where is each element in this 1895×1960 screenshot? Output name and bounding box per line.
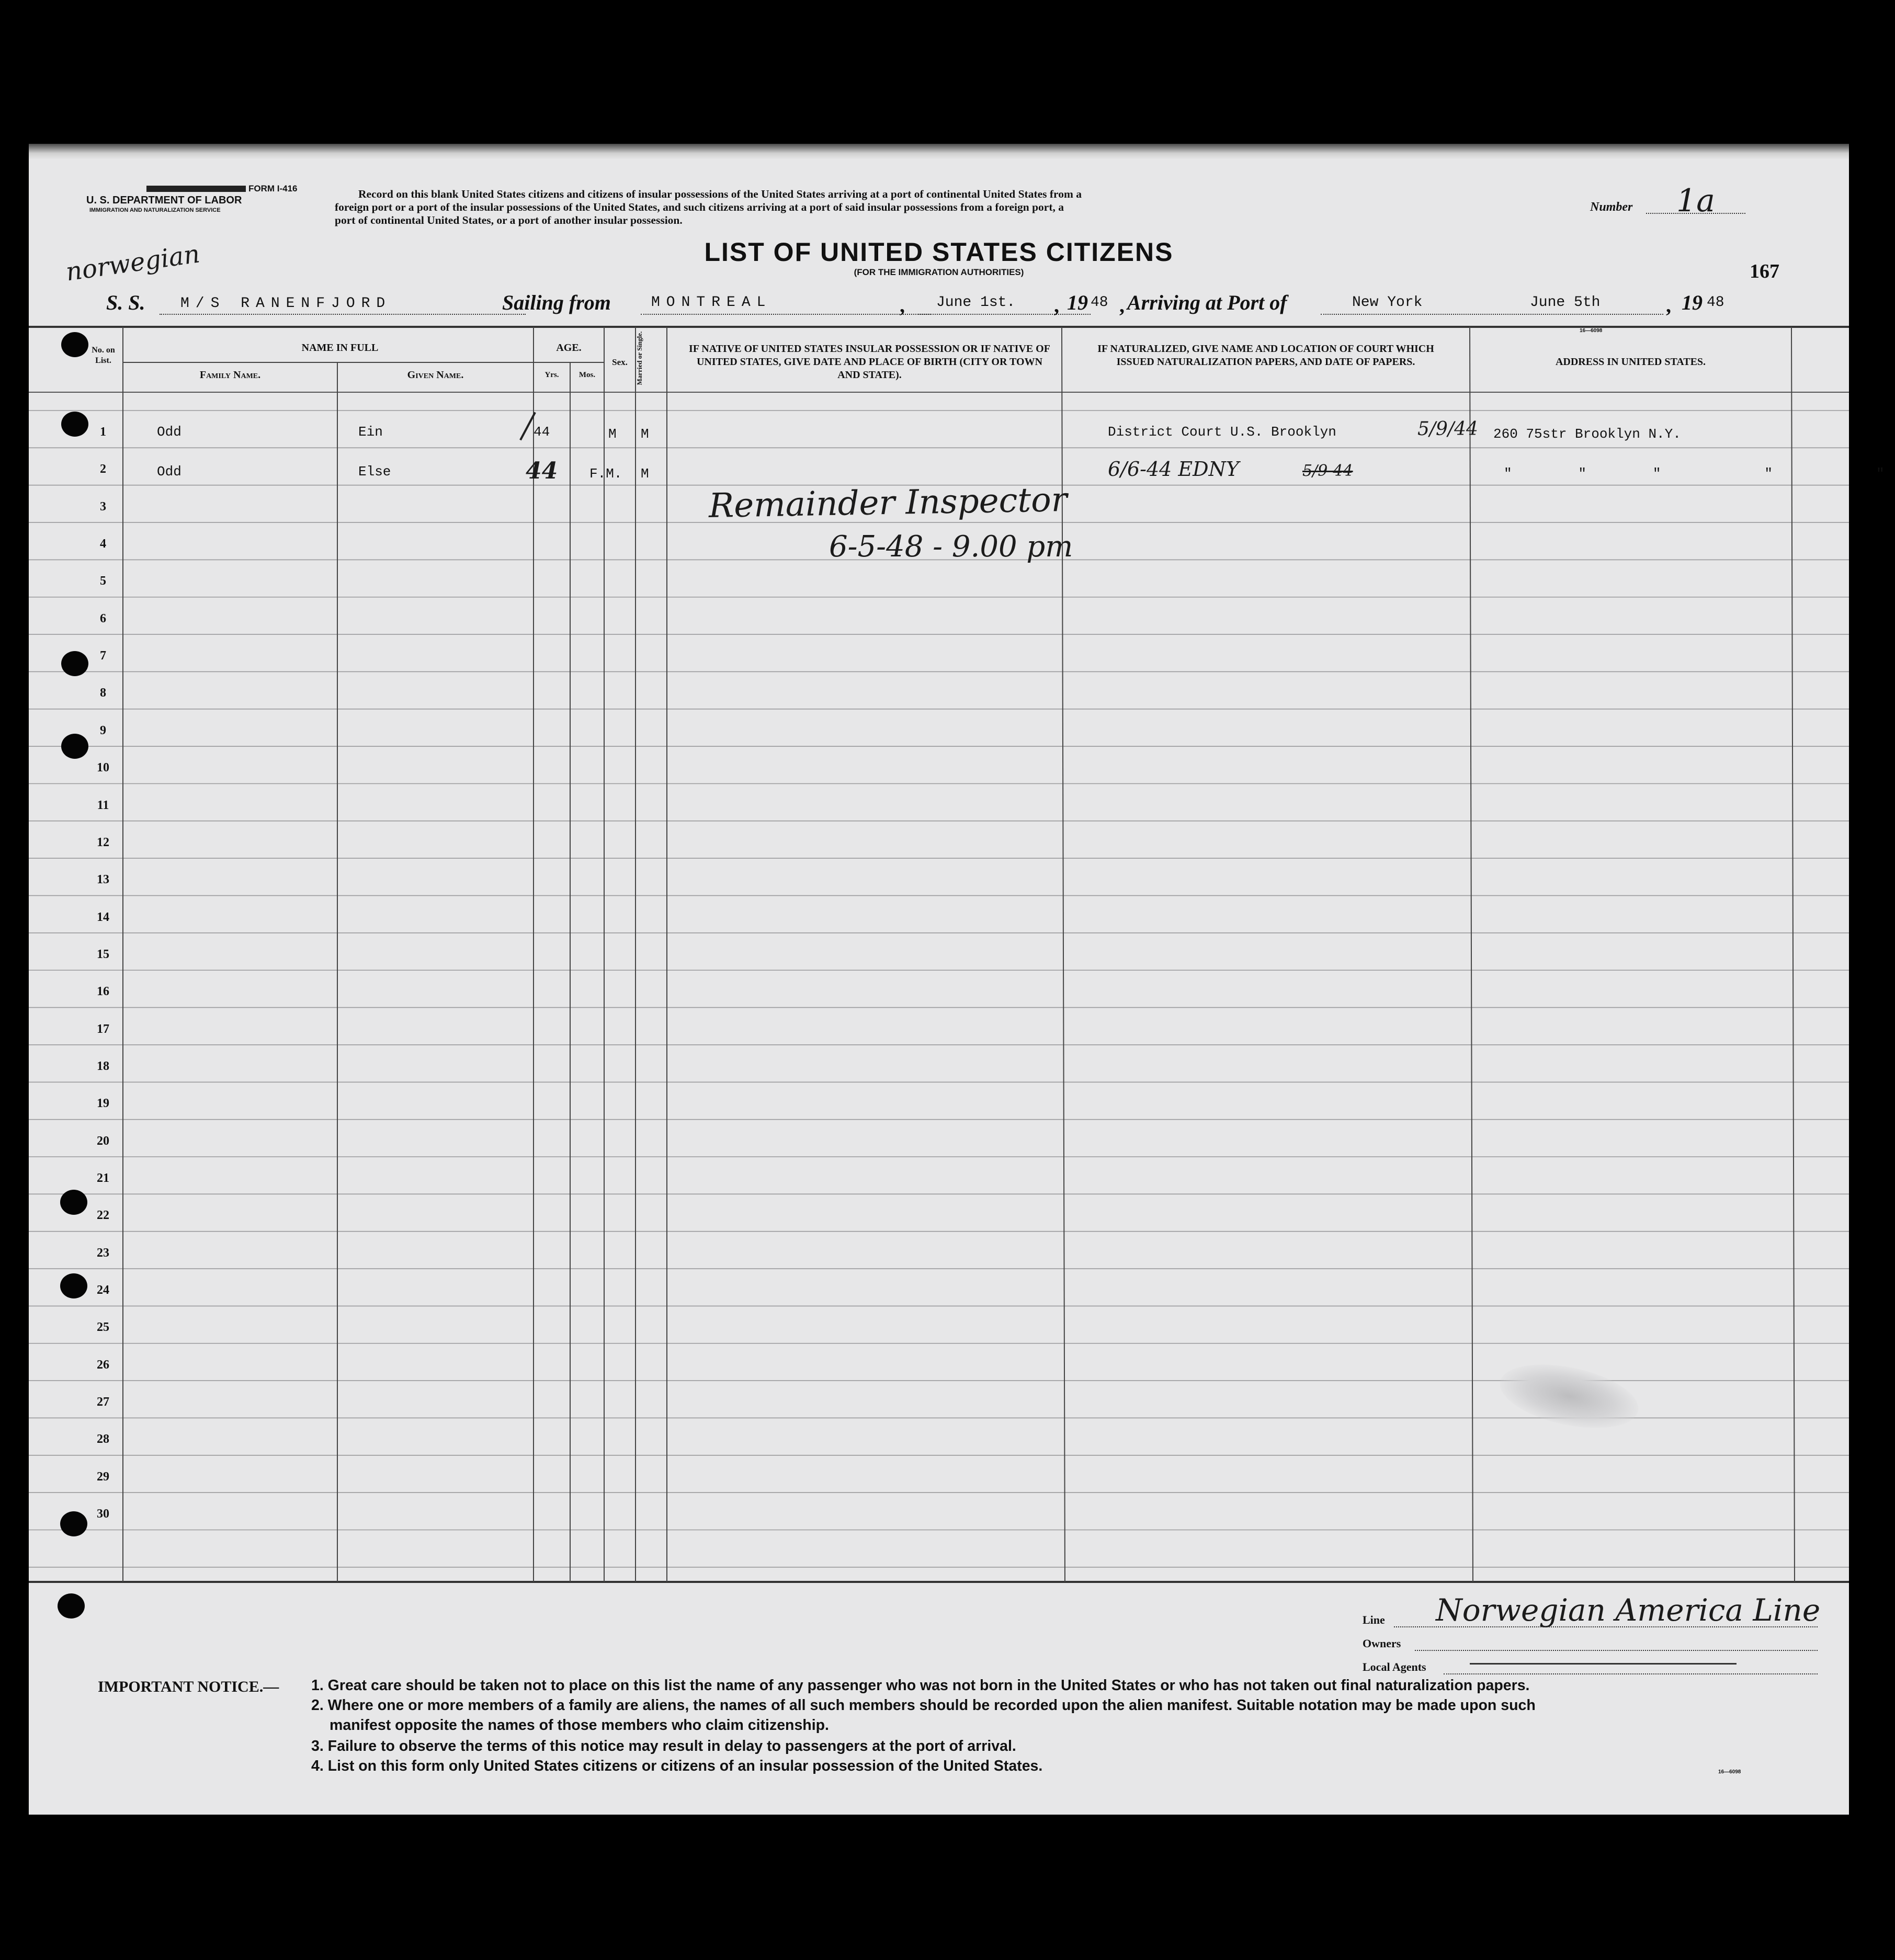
entry-1-family: Odd bbox=[157, 424, 181, 440]
entry-1-given: Ein bbox=[358, 424, 383, 440]
print-code: 16—6098 bbox=[1580, 328, 1603, 334]
entry-1-nat-date: 5/9/44 bbox=[1417, 418, 1478, 440]
row-number: 2 bbox=[100, 462, 106, 476]
entry-2-sex: F.M. bbox=[589, 466, 622, 482]
arrival-year-prefix: 19 bbox=[1682, 291, 1703, 314]
punch-hole bbox=[61, 412, 88, 437]
entry-2-nat-date-struck: 5/9-44 bbox=[1302, 462, 1353, 480]
header-married: Married or Single. bbox=[636, 331, 643, 385]
arrival-date: June 5th bbox=[1530, 294, 1601, 311]
comma-2: , bbox=[1054, 293, 1059, 317]
punch-hole bbox=[60, 1511, 87, 1536]
sail-date: June 1st. bbox=[936, 294, 1016, 311]
owners-underline bbox=[1415, 1650, 1818, 1651]
manifest-sheet bbox=[29, 144, 1895, 1815]
annotation-inspector: Remainder Inspector bbox=[708, 481, 1068, 526]
row-number: 23 bbox=[97, 1246, 109, 1260]
header-mos: Mos. bbox=[578, 371, 596, 379]
header-naturalized: IF NATURALIZED, GIVE NAME AND LOCATION OF COURT WHICH ISSUED NATURALIZATION PAPERS, AND DATE OF PAPERS. bbox=[1097, 343, 1434, 368]
agents-underline bbox=[1444, 1673, 1818, 1674]
department-name: U. S. DEPARTMENT OF LABOR bbox=[86, 195, 242, 206]
sailing-label: Sailing from bbox=[502, 291, 611, 314]
line-label: Line bbox=[1363, 1613, 1385, 1626]
row-number: 25 bbox=[97, 1320, 109, 1335]
row-number: 13 bbox=[97, 873, 109, 887]
column-rule bbox=[1470, 327, 1473, 1582]
notice-item-4: 4. List on this form only United States citizens or citizens of an insular possession of the United States. bbox=[311, 1758, 1043, 1774]
comma-1: , bbox=[900, 293, 905, 317]
row-number: 4 bbox=[100, 537, 106, 551]
row-number: 14 bbox=[97, 910, 109, 924]
row-number: 6 bbox=[100, 611, 106, 625]
row-number: 15 bbox=[97, 947, 109, 961]
entry-1-address: 260 75str Brooklyn N.Y. bbox=[1493, 426, 1681, 442]
header-address: ADDRESS IN UNITED STATES. bbox=[1555, 356, 1706, 368]
column-rule bbox=[1791, 327, 1795, 1582]
agents-pen-stroke bbox=[1470, 1663, 1737, 1665]
notice-item-2a: 2. Where one or more members of a family are aliens, the names of all such members should be recorded upon the alien manifest. Suitable notation may be made upon such bbox=[311, 1697, 1536, 1714]
instructions-line-2: foreign port or a port of the insular possessions of the United States, and such citizens arriving at a port of said insular possessions from a foreign port, a bbox=[335, 201, 1064, 213]
punch-hole bbox=[61, 734, 88, 759]
header-no-on-list: No. on List. bbox=[92, 346, 115, 365]
annotation-datetime: 6-5-48 - 9.00 pm bbox=[829, 530, 1073, 564]
punch-hole bbox=[61, 332, 88, 357]
row-number: 11 bbox=[97, 798, 109, 812]
header-age: AGE. bbox=[556, 342, 582, 354]
form-number: FORM I-416 bbox=[248, 184, 298, 193]
row-number: 21 bbox=[97, 1171, 109, 1185]
owners-label: Owners bbox=[1363, 1637, 1401, 1650]
row-number: 29 bbox=[97, 1469, 109, 1484]
entry-1-naturalized: District Court U.S. Brooklyn bbox=[1108, 424, 1336, 440]
header-name-in-full: NAME IN FULL bbox=[301, 342, 379, 354]
row-number: 28 bbox=[97, 1432, 109, 1446]
row-number: 12 bbox=[97, 835, 109, 849]
entry-2-age: 44 bbox=[526, 458, 558, 484]
comma-3: , bbox=[1119, 293, 1125, 317]
row-number: 1 bbox=[100, 425, 106, 439]
notice-item-2b: manifest opposite the names of those members who claim citizenship. bbox=[330, 1717, 829, 1734]
entry-2-address-ditto: " " " " " bbox=[1504, 466, 1895, 482]
entry-1-sex: M bbox=[608, 426, 617, 442]
footer-code: 16—6098 bbox=[1718, 1769, 1741, 1775]
entry-1-age: 44 bbox=[534, 424, 550, 440]
entry-2-family: Odd bbox=[157, 464, 181, 480]
row-number: 16 bbox=[97, 985, 109, 999]
row-number: 30 bbox=[97, 1507, 109, 1521]
header-yrs: Yrs. bbox=[544, 371, 559, 379]
page-number: 167 bbox=[1750, 260, 1779, 282]
punch-hole bbox=[58, 1593, 85, 1619]
agents-label: Local Agents bbox=[1363, 1660, 1426, 1673]
instructions-line-3: port of continental United States, or a port of another insular possession. bbox=[335, 214, 683, 226]
punch-hole bbox=[60, 1273, 87, 1298]
entry-1-married: M bbox=[641, 426, 649, 442]
header-family-name: Family Name. bbox=[199, 369, 261, 381]
row-number: 7 bbox=[100, 649, 106, 663]
line-value: Norwegian America Line bbox=[1436, 1592, 1821, 1628]
sail-year-prefix: 19 bbox=[1067, 291, 1088, 314]
row-number: 22 bbox=[97, 1209, 109, 1223]
instructions-line-1: Record on this blank United States citizens and citizens of insular possessions of the United States arriving at a port of continental United States from a bbox=[358, 188, 1082, 200]
number-label: Number bbox=[1590, 200, 1633, 214]
arrival-year: 48 bbox=[1707, 294, 1724, 311]
row-number: 8 bbox=[100, 686, 106, 700]
row-number: 26 bbox=[97, 1358, 109, 1372]
punch-hole bbox=[60, 1190, 87, 1215]
row-number: 24 bbox=[97, 1283, 109, 1297]
service-name: IMMIGRATION AND NATURALIZATION SERVICE bbox=[89, 207, 221, 213]
sail-year: 48 bbox=[1091, 294, 1108, 311]
header-sex: Sex. bbox=[612, 357, 628, 367]
arriving-label: Arriving at Port of bbox=[1127, 291, 1287, 314]
entry-2-given: Else bbox=[358, 464, 391, 480]
row-number: 3 bbox=[100, 499, 106, 514]
page-title: LIST OF UNITED STATES CITIZENS bbox=[704, 237, 1174, 267]
notice-item-3: 3. Failure to observe the terms of this notice may result in delay to passengers at the port of arrival. bbox=[311, 1738, 1016, 1754]
ss-label: S. S. bbox=[106, 291, 145, 314]
header-native: IF NATIVE OF UNITED STATES INSULAR POSSESSION OR IF NATIVE OF UNITED STATES, GIVE DATE AND PLACE OF BIRTH (CITY OR TOWN AND STATE). bbox=[689, 343, 1050, 381]
line-underline bbox=[1394, 1626, 1818, 1627]
handwritten-note: norwegian bbox=[64, 239, 202, 287]
entry-2-naturalized: 6/6-44 EDNY bbox=[1108, 458, 1239, 481]
entry-2-married: M bbox=[641, 466, 649, 482]
row-number: 20 bbox=[97, 1134, 109, 1148]
row-number: 18 bbox=[97, 1059, 109, 1073]
comma-4: , bbox=[1666, 293, 1671, 317]
notice-item-1: 1. Great care should be taken not to place on this list the name of any passenger who was not born in the United States or who has not taken out final naturalization papers. bbox=[311, 1677, 1530, 1694]
row-number: 27 bbox=[97, 1395, 109, 1409]
page-subtitle: (FOR THE IMMIGRATION AUTHORITIES) bbox=[854, 267, 1024, 277]
row-number: 10 bbox=[97, 761, 109, 775]
number-value: 1a bbox=[1676, 183, 1715, 219]
row-number: 19 bbox=[97, 1097, 109, 1111]
row-number: 17 bbox=[97, 1022, 109, 1036]
row-number: 5 bbox=[100, 574, 106, 588]
ship-name: M/S RANENFJORD bbox=[180, 295, 392, 312]
from-port: MONTREAL bbox=[651, 294, 772, 311]
arrival-port: New York bbox=[1352, 294, 1423, 311]
row-number: 9 bbox=[100, 723, 106, 737]
notice-heading: IMPORTANT NOTICE.— bbox=[98, 1678, 279, 1695]
punch-hole bbox=[61, 651, 88, 676]
ruled-table-grid bbox=[29, 144, 1849, 1815]
header-given-name: Given Name. bbox=[407, 369, 464, 381]
